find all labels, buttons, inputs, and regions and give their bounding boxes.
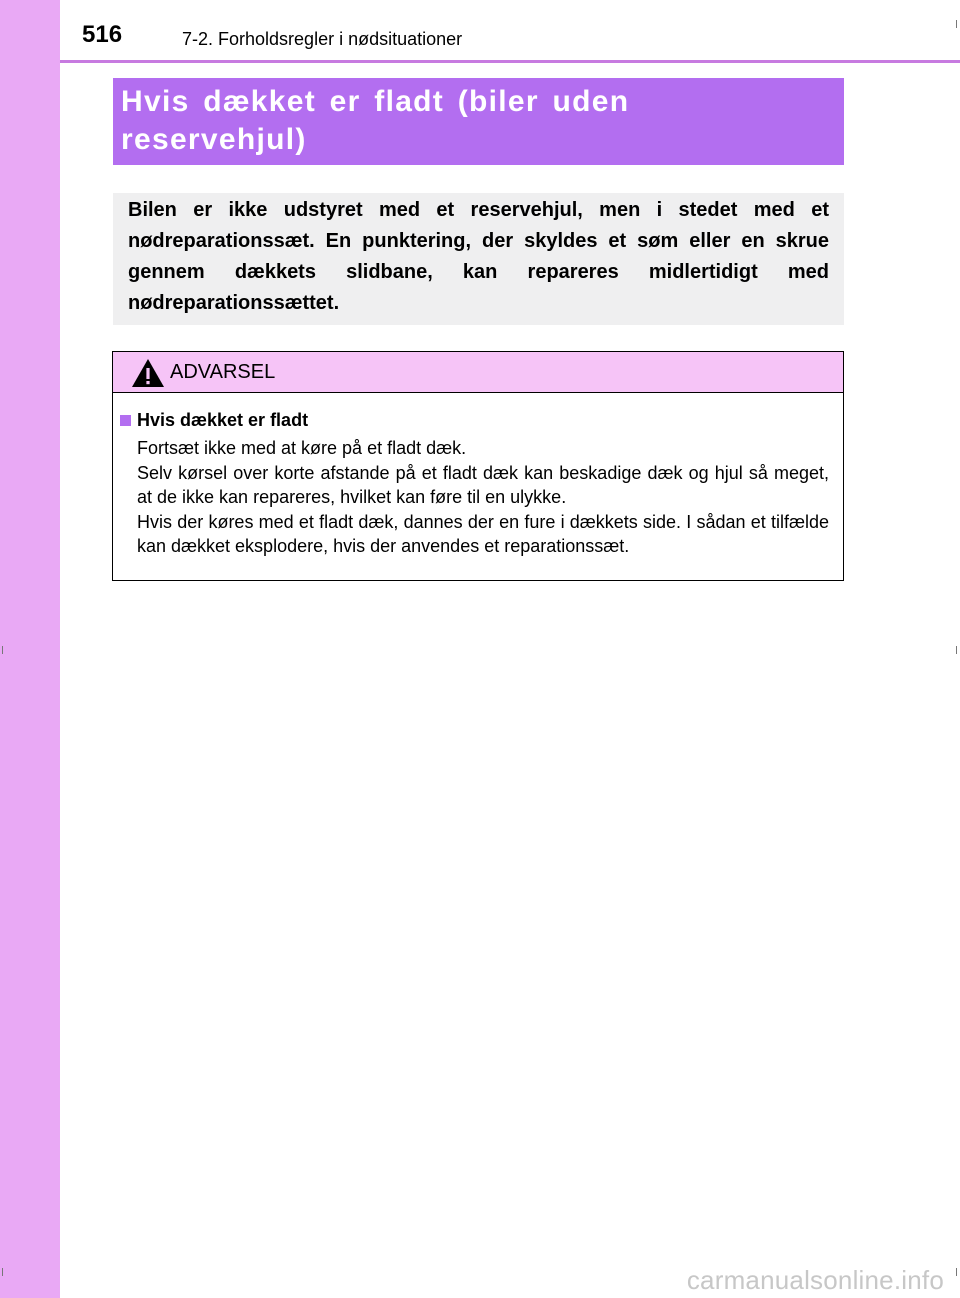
chapter-side-strip <box>0 0 60 1298</box>
warning-body <box>113 393 843 559</box>
header-rule <box>60 60 960 63</box>
page-title-line-1: Hvis dækket er fladt (biler uden <box>121 85 630 118</box>
warning-header <box>113 352 843 393</box>
warning-subheading <box>120 408 829 432</box>
page-number: 516 <box>82 21 123 48</box>
intro-box <box>113 193 844 325</box>
warning-paragraph: Hvis der køres med et fladt dæk, dannes der en fure i dækkets side. I sådan et tilfælde kan dækket eksplodere, hvis der anvendes et reparationssæt. <box>137 511 829 556</box>
crop-mark <box>2 646 3 654</box>
warning-label: ADVARSEL <box>170 361 276 383</box>
watermark: carmanualsonline.info <box>686 1265 944 1295</box>
warning-text <box>120 436 829 559</box>
warning-triangle-icon <box>131 358 165 388</box>
crop-mark <box>956 646 957 654</box>
page-title-line-2: reservehjul) <box>121 123 307 156</box>
warning-heading: Hvis dækket er fladt <box>137 410 309 430</box>
crop-mark <box>956 1268 957 1276</box>
warning-paragraph: Selv kørsel over korte afstande på et fladt dæk kan beskadige dæk og hjul så meget, at de ikke kan repareres, hvilket kan føre til en ulykke. <box>137 462 829 507</box>
crop-mark <box>2 1268 3 1276</box>
warning-paragraph: Fortsæt ikke med at køre på et fladt dæk. <box>137 438 467 458</box>
crop-mark <box>956 20 957 28</box>
bullet-square-icon <box>120 415 131 426</box>
intro-text: Bilen er ikke udstyret med et reservehjul, men i stedet med et nødreparationssæt. En punktering, der skyldes et søm eller en skrue gennem dækkets slidbane, kan repareres midlertidigt med nødreparationssættet. <box>128 199 829 314</box>
page-title <box>113 78 844 165</box>
warning-box <box>112 351 844 581</box>
section-header: 7-2. Forholdsregler i nødsituationer <box>182 29 463 49</box>
